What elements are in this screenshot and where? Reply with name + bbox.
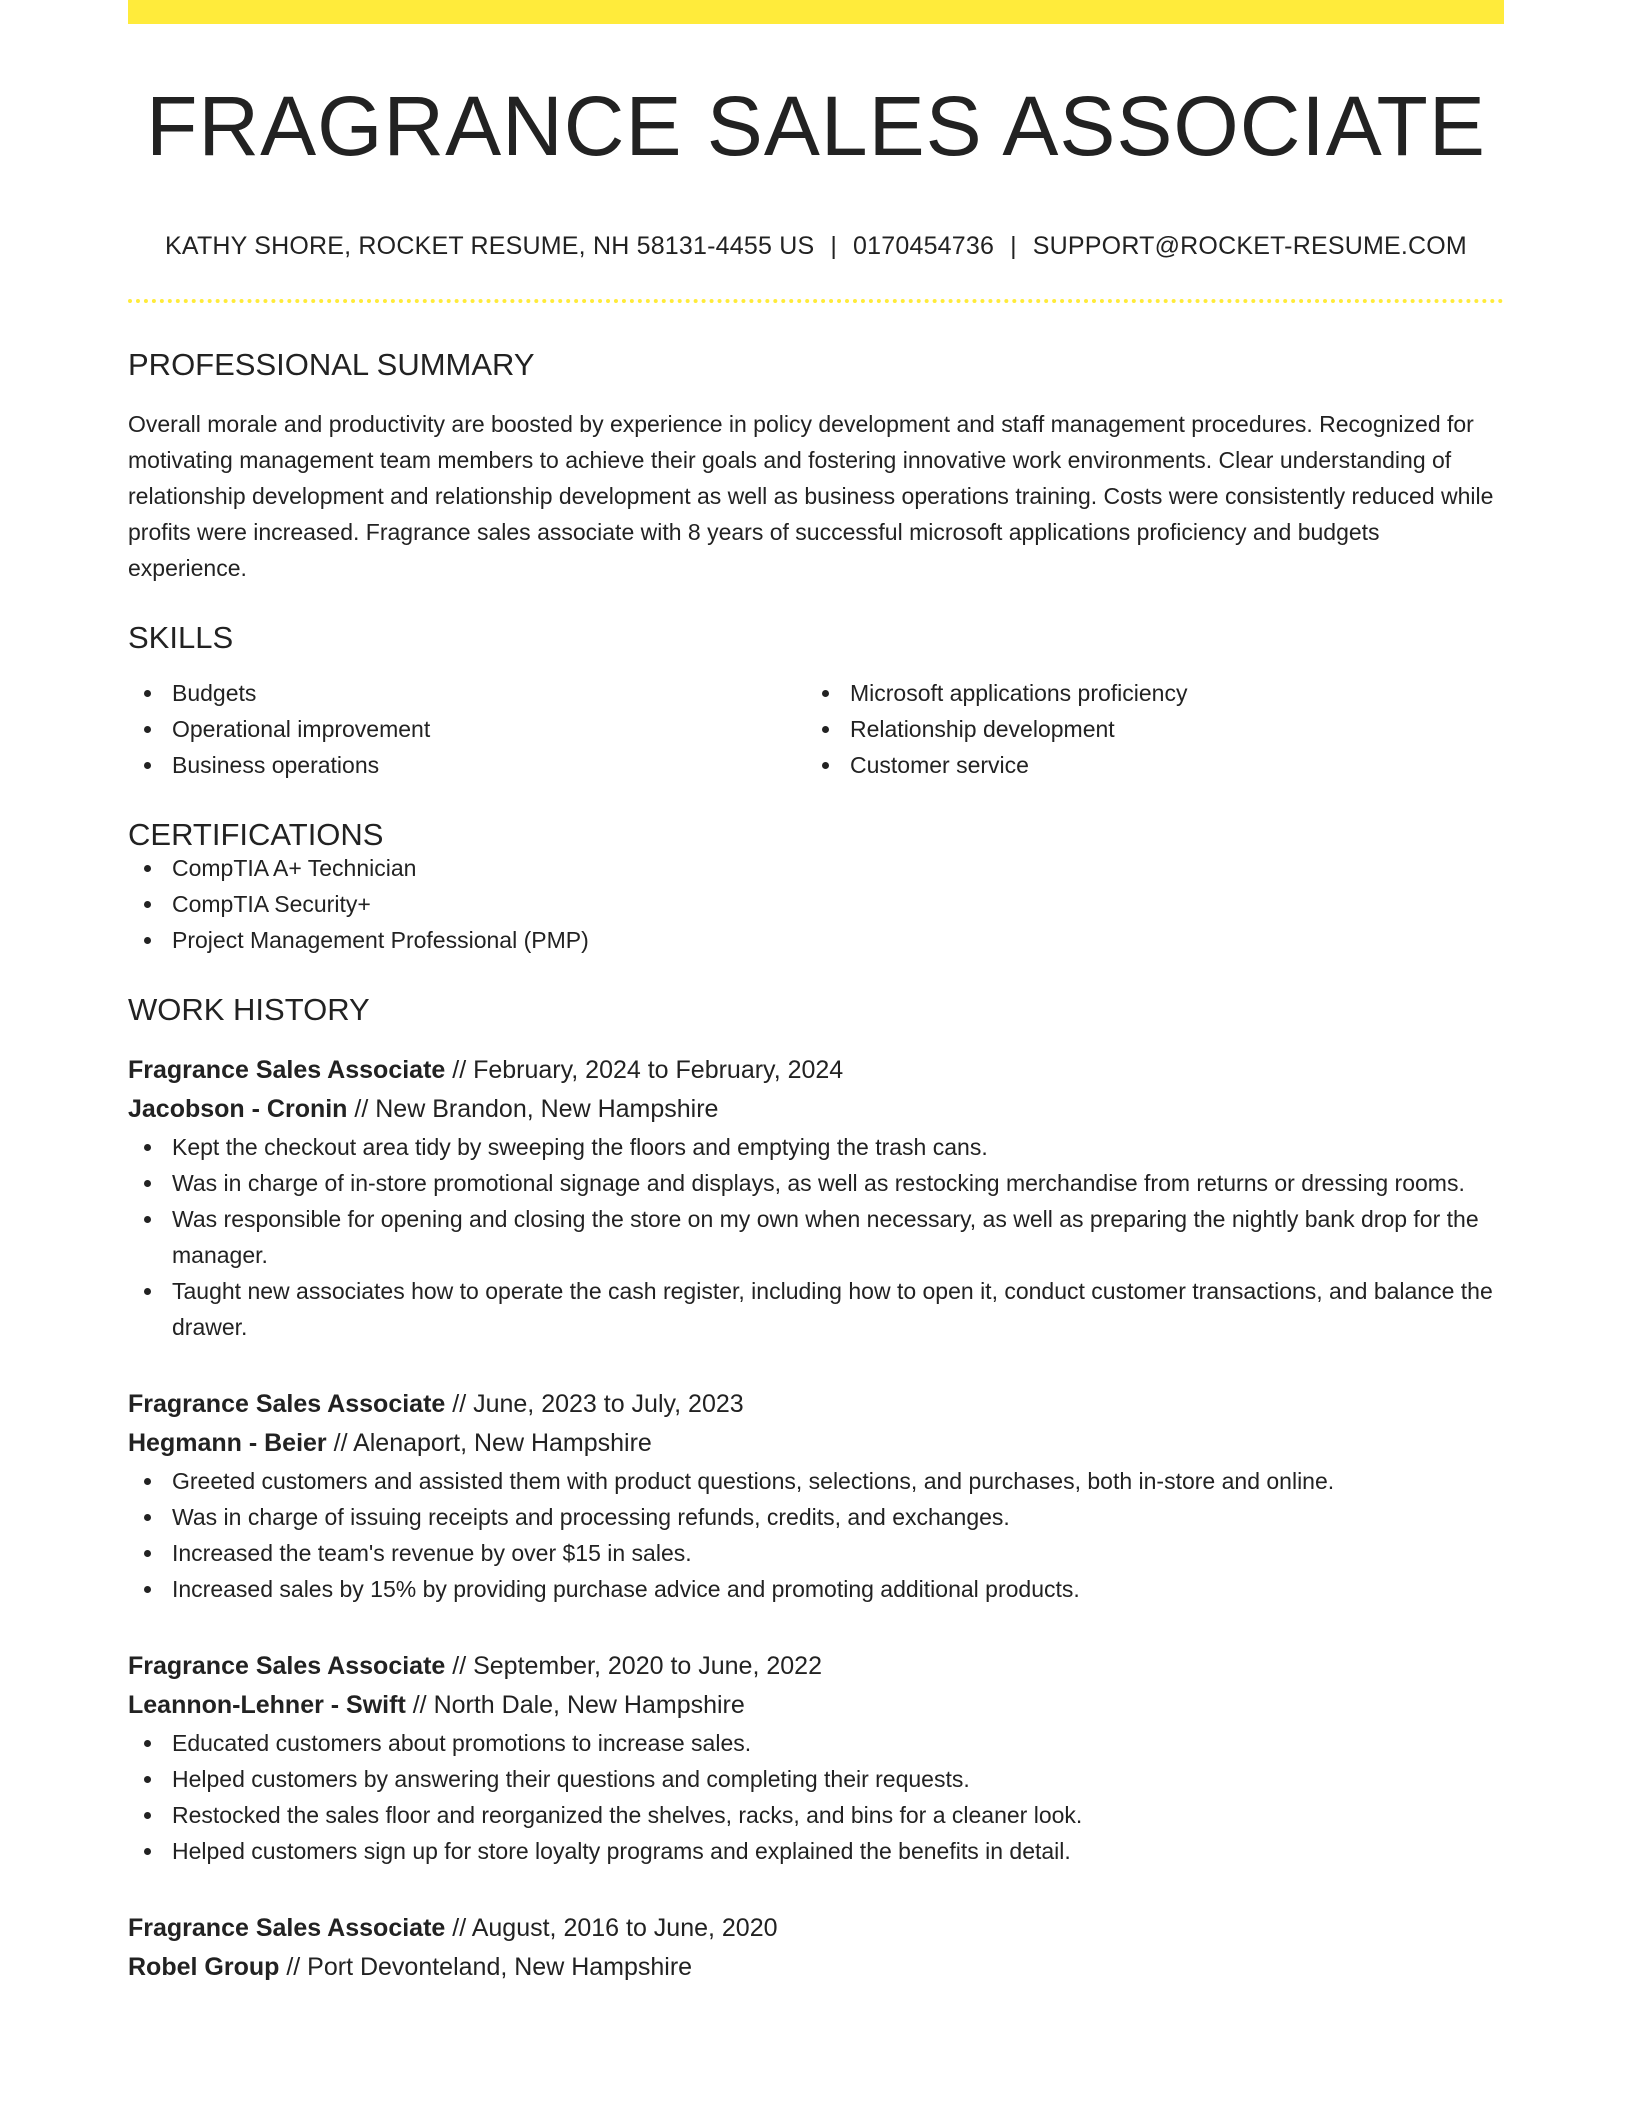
job-company: Leannon-Lehner - Swift — [128, 1691, 406, 1719]
job-bullet: Was in charge of in-store promotional signage and displays, as well as restocking merchandise from returns or dressing rooms. — [128, 1165, 1504, 1201]
certifications-list — [128, 850, 1504, 958]
job-location: // New Brandon, New Hampshire — [347, 1095, 719, 1123]
job-bullet: Was responsible for opening and closing the store on my own when necessary, as well as preparing the nightly bank drop for the manager. — [128, 1201, 1504, 1273]
job-title-line — [128, 1647, 1504, 1686]
job-title: Fragrance Sales Associate — [128, 1056, 446, 1084]
job-bullet: Taught new associates how to operate the cash register, including how to open it, conduct customer transactions, and balance the drawer. — [128, 1273, 1504, 1345]
dotted-divider — [128, 299, 1504, 303]
accent-bar — [128, 0, 1504, 24]
job-bullet: Helped customers sign up for store loyalty programs and explained the benefits in detail. — [128, 1833, 1504, 1869]
skill-item: Budgets — [128, 675, 806, 711]
certifications-heading: CERTIFICATIONS — [128, 817, 384, 852]
certification-item: CompTIA A+ Technician — [128, 850, 1504, 886]
job-bullet: Kept the checkout area tidy by sweeping the floors and emptying the trash cans. — [128, 1129, 1504, 1165]
job-company: Hegmann - Beier — [128, 1429, 327, 1457]
job-title-line — [128, 1909, 1504, 1948]
skills-list-left — [128, 675, 806, 783]
job-company-line — [128, 1424, 1504, 1463]
job-title: Fragrance Sales Associate — [128, 1914, 446, 1942]
job-bullet: Increased the team's revenue by over $15 in sales. — [128, 1535, 1504, 1571]
job-location: // Alenaport, New Hampshire — [326, 1429, 652, 1457]
job-dates: // August, 2016 to June, 2020 — [445, 1914, 778, 1942]
job-company: Robel Group — [128, 1953, 280, 1981]
summary-text: Overall morale and productivity are boosted by experience in policy development and staff management procedures. Recognized for motivating management team members to achieve their goals and fostering innovative work environments. Clear understanding of relationship development and relationship development as well as business operations training. Costs were consistently reduced while profits were increased. Fragrance sales associate with 8 years of successful microsoft applications proficiency and budgets experience. — [128, 411, 1494, 581]
job-bullet: Helped customers by answering their questions and completing their requests. — [128, 1761, 1504, 1797]
certification-item: CompTIA Security+ — [128, 886, 1504, 922]
job-bullet: Greeted customers and assisted them with product questions, selections, and purchases, both in-store and online. — [128, 1463, 1504, 1499]
skill-item: Relationship development — [806, 711, 1484, 747]
job-location: // North Dale, New Hampshire — [405, 1691, 745, 1719]
job-dates: // June, 2023 to July, 2023 — [445, 1390, 744, 1418]
skills-heading: SKILLS — [128, 620, 234, 655]
resume-page — [128, 0, 1504, 1987]
job-bullets — [128, 1129, 1504, 1345]
skill-item: Microsoft applications proficiency — [806, 675, 1484, 711]
contact-phone: 0170454736 — [853, 232, 995, 260]
job-company-line — [128, 1948, 1504, 1987]
job-title: Fragrance Sales Associate — [128, 1652, 446, 1680]
job-dates: // February, 2024 to February, 2024 — [445, 1056, 844, 1084]
skill-item: Customer service — [806, 747, 1484, 783]
job-title-line — [128, 1051, 1504, 1090]
skills-column-left — [128, 675, 806, 783]
job-bullet: Restocked the sales floor and reorganized the shelves, racks, and bins for a cleaner look. — [128, 1797, 1504, 1833]
job-bullet: Was in charge of issuing receipts and processing refunds, credits, and exchanges. — [128, 1499, 1504, 1535]
job-dates: // September, 2020 to June, 2022 — [445, 1652, 822, 1680]
job-title: Fragrance Sales Associate — [128, 1390, 446, 1418]
job-entry — [128, 1647, 1504, 1869]
summary-heading: PROFESSIONAL SUMMARY — [128, 347, 535, 382]
job-company: Jacobson - Cronin — [128, 1095, 348, 1123]
certification-item: Project Management Professional (PMP) — [128, 922, 1504, 958]
job-bullet: Educated customers about promotions to increase sales. — [128, 1725, 1504, 1761]
job-entry — [128, 1385, 1504, 1607]
contact-separator: | — [1010, 232, 1017, 260]
contact-separator: | — [830, 232, 838, 260]
resume-title: FRAGRANCE SALES ASSOCIATE — [146, 79, 1486, 173]
work-history-heading: WORK HISTORY — [128, 992, 370, 1027]
job-company-line — [128, 1686, 1504, 1725]
job-bullet: Increased sales by 15% by providing purchase advice and promoting additional products. — [128, 1571, 1504, 1607]
job-bullets — [128, 1463, 1504, 1607]
skills-column-right — [806, 675, 1484, 783]
skills-grid — [128, 675, 1504, 783]
job-title-line — [128, 1385, 1504, 1424]
job-entry — [128, 1051, 1504, 1345]
skill-item: Operational improvement — [128, 711, 806, 747]
job-bullets — [128, 1725, 1504, 1869]
job-entry — [128, 1909, 1504, 1987]
skills-list-right — [806, 675, 1484, 783]
skill-item: Business operations — [128, 747, 806, 783]
job-location: // Port Devonteland, New Hampshire — [279, 1953, 693, 1981]
contact-address: KATHY SHORE, ROCKET RESUME, NH 58131-4455 US — [165, 232, 815, 260]
contact-email: SUPPORT@ROCKET-RESUME.COM — [1032, 232, 1467, 260]
contact-line — [128, 234, 1504, 259]
job-company-line — [128, 1090, 1504, 1129]
